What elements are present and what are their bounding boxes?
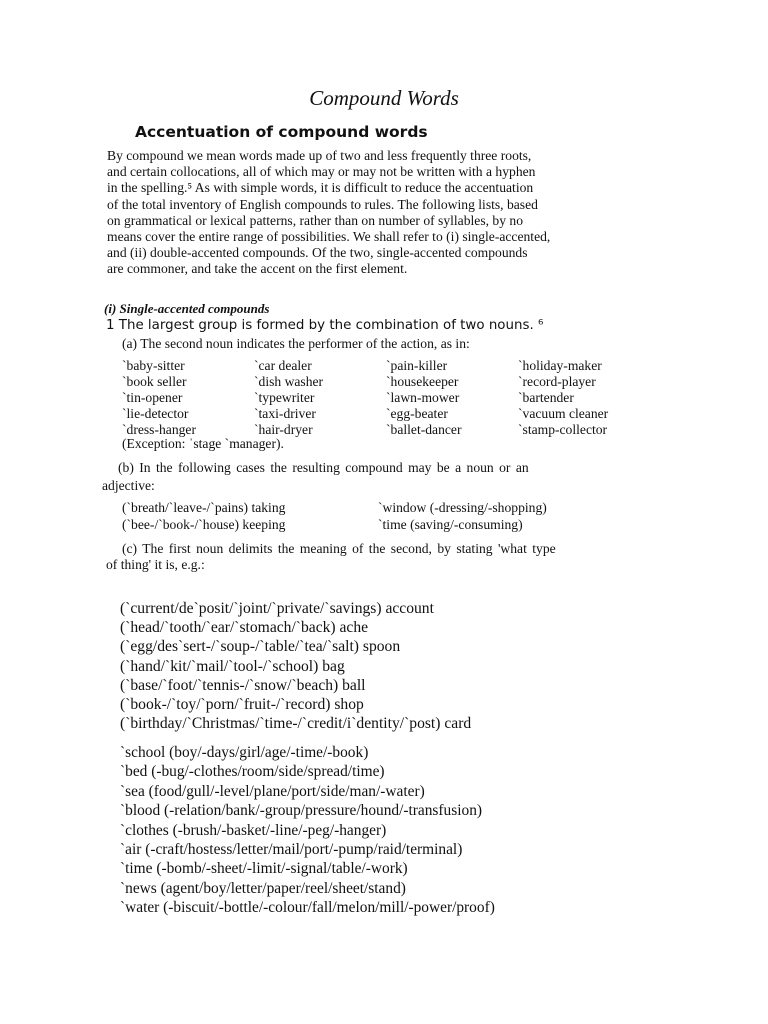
- section-heading: Accentuation of compound words: [135, 123, 428, 141]
- grid-word: ˋbartender: [518, 390, 574, 405]
- rule-1b-line: adjective:: [102, 478, 155, 493]
- grid-word: ˋtypewriter: [254, 390, 315, 405]
- intro-line: of the total inventory of English compounds to rules. The following lists, based: [107, 196, 538, 212]
- grid-word: ˋbook seller: [122, 374, 187, 389]
- rule-1c-line: of thing' it is, e.g.:: [106, 557, 205, 572]
- compound-example: ˋtime (saving/-consuming): [378, 516, 523, 532]
- list-item: (ˋcurrent/deˋposit/ˋjoint/ˋprivate/ˋsavings) account: [120, 600, 434, 617]
- grid-word: ˋhousekeeper: [386, 374, 459, 389]
- grid-word: ˋdress-hanger: [122, 422, 196, 437]
- grid-word: ˋstamp-collector: [518, 422, 608, 437]
- intro-line: By compound we mean words made up of two and less frequently three roots,: [107, 148, 532, 163]
- list-item: ˋwater (-biscuit/-bottle/-colour/fall/melon/mill/-power/proof): [120, 899, 495, 917]
- intro-line: means cover the entire range of possibilities. We shall refer to (i) single-accented,: [107, 229, 551, 245]
- list-item: ˋsea (food/gull/-level/plane/port/side/man/-water): [120, 782, 425, 800]
- page-title: Compound Words: [309, 86, 459, 110]
- rule-1b-line: (b) In the following cases the resulting compound may be a noun or an: [118, 460, 529, 475]
- intro-line: and (ii) double-accented compounds. Of the two, single-accented compounds: [107, 245, 528, 261]
- compound-list-2: [120, 743, 680, 918]
- compound-example: ˋwindow (-dressing/-shopping): [378, 500, 547, 515]
- grid-word: ˋballet-dancer: [386, 422, 462, 437]
- list-item: (ˋegg/desˋsert-/ˋsoup-/ˋtable/ˋtea/ˋsalt) spoon: [120, 638, 401, 656]
- grid-word: ˋvacuum cleaner: [518, 406, 609, 421]
- grid-word: ˋbaby-sitter: [122, 358, 185, 373]
- grid-word: ˋpain-killer: [386, 358, 448, 373]
- grid-word: ˋholiday-maker: [518, 358, 602, 373]
- grid-word: ˋlie-detector: [122, 406, 189, 421]
- rule-1b-right-column: [378, 500, 547, 533]
- rule-1: 1 The largest group is formed by the combination of two nouns. ⁶: [106, 318, 544, 333]
- list-item: (ˋbirthday/ˋChristmas/ˋtime-/ˋcredit/iˋdentity/ˋpost) card: [120, 715, 472, 733]
- grid-word: ˋhair-dryer: [254, 422, 313, 437]
- rule-1c-line: (c) The first noun delimits the meaning of the second, by stating 'what type: [122, 541, 556, 556]
- list-item: ˋnews (agent/boy/letter/paper/reel/sheet/stand): [120, 879, 406, 897]
- intro-paragraph: [107, 148, 657, 278]
- list-item: (ˋbook-/ˋtoy/ˋporn/ˋfruit-/ˋrecord) shop: [120, 696, 364, 714]
- performer-compounds-grid: [122, 358, 642, 438]
- intro-line: on grammatical or lexical patterns, rather than on number of syllables, by no: [107, 212, 523, 228]
- intro-line: and certain collocations, all of which may or may not be written with a hyphen: [107, 164, 536, 180]
- grid-word: ˋtaxi-driver: [254, 406, 316, 421]
- grid-word: ˋlawn-mower: [386, 390, 460, 405]
- intro-line: in the spelling.⁵ As with simple words, it is difficult to reduce the accentuation: [107, 180, 534, 196]
- list-item: ˋblood (-relation/bank/-group/pressure/hound/-transfusion): [120, 802, 483, 820]
- list-item: ˋschool (boy/-days/girl/age/-time/-book): [120, 744, 369, 761]
- rule-1b-left-column: [122, 500, 285, 533]
- list-item: (ˋbase/ˋfoot/ˋtennis-/ˋsnow/ˋbeach) ball: [120, 676, 366, 694]
- grid-word: ˋcar dealer: [254, 358, 312, 373]
- exception-note: (Exception: ˈstage ˋmanager).: [122, 436, 284, 451]
- compound-example: (ˋbreath/ˋleave-/ˋpains) taking: [122, 500, 286, 515]
- list-item: (ˋhand/ˋkit/ˋmail/ˋtool-/ˋschool) bag: [120, 657, 345, 675]
- subsection-heading: (i) Single-accented compounds: [104, 301, 270, 316]
- grid-word: ˋtin-opener: [122, 390, 183, 405]
- grid-word: ˋegg-beater: [386, 406, 448, 421]
- intro-line: are commoner, and take the accent on the first element.: [107, 261, 408, 277]
- list-item: ˋtime (-bomb/-sheet/-limit/-signal/table/-work): [120, 860, 408, 878]
- list-item: ˋclothes (-brush/-basket/-line/-peg/-hanger): [120, 821, 387, 839]
- rule-1a: (a) The second noun indicates the performer of the action, as in:: [122, 336, 470, 351]
- grid-word: ˋdish washer: [254, 374, 324, 389]
- list-item: ˋair (-craft/hostess/letter/mail/port/-pump/raid/terminal): [120, 841, 463, 859]
- compound-list-1: [120, 599, 680, 733]
- compound-example: (ˋbee-/ˋbook-/ˋhouse) keeping: [122, 516, 286, 532]
- list-item: (ˋhead/ˋtooth/ˋear/ˋstomach/ˋback) ache: [120, 619, 369, 637]
- grid-word: ˋrecord-player: [518, 374, 596, 389]
- list-item: ˋbed (-bug/-clothes/room/side/spread/time): [120, 763, 385, 781]
